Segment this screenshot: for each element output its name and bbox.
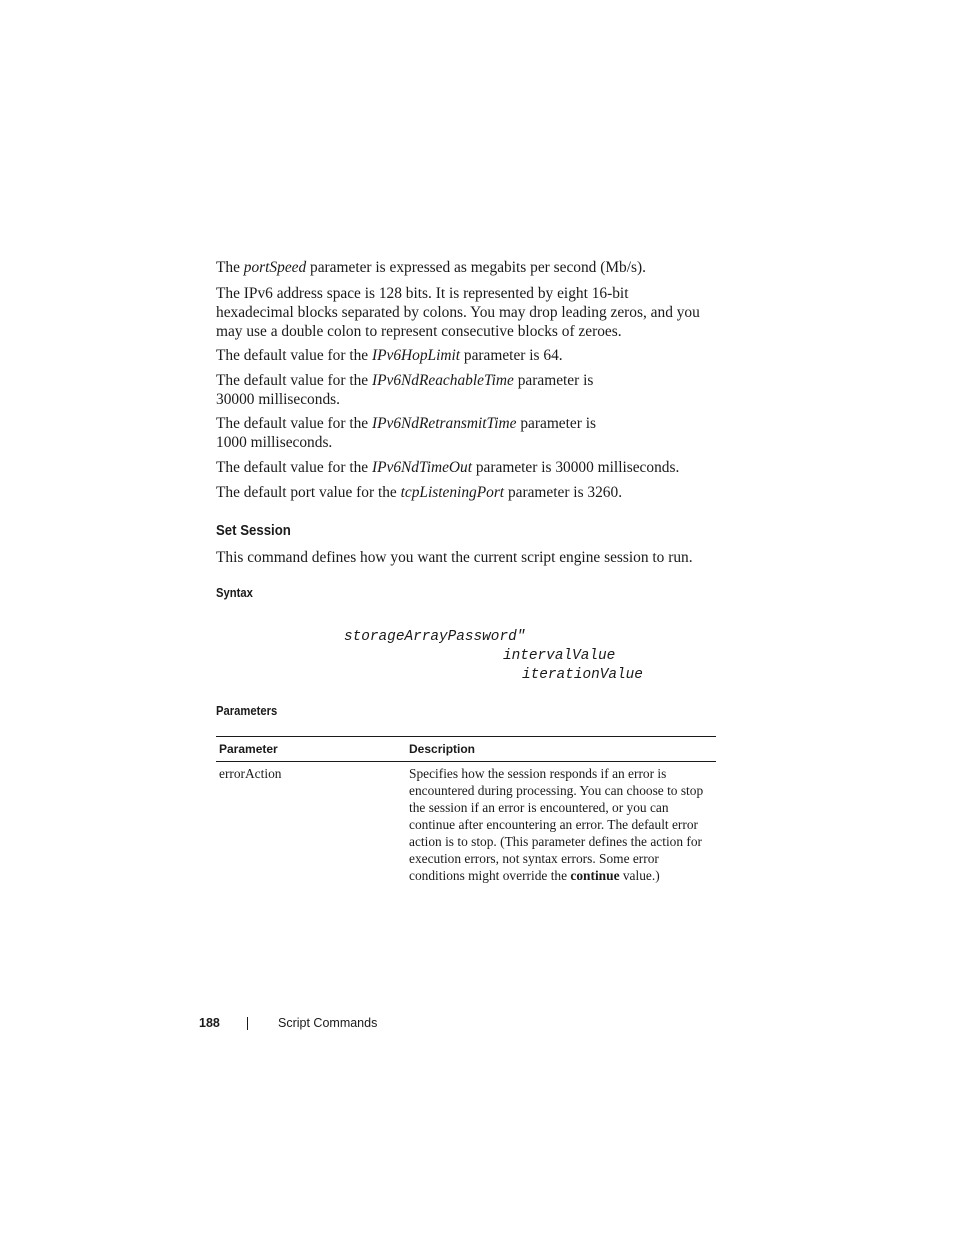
footer-section-name: Script Commands [278,1016,378,1030]
column-header-parameter: Parameter [216,737,406,762]
table-header-row [216,737,716,762]
parameter-description: Specifies how the session responds if an error is encountered during processing. You can choose to stop the session if an error is encountered, or you can continue after encountering an error. The default error action is to stop. (This parameter defines the action for execution errors, not syntax errors. Some error conditions might override the continue value.) [409,766,704,883]
page-number: 188 [199,1016,220,1030]
parameters-table [216,736,716,884]
note-ipv6-nd-timeout: The default value for the IPv6NdTimeOut parameter is 30000 milliseconds. [216,459,680,476]
note-tcp-listening-port: The default port value for the tcpListeningPort parameter is 3260. [216,484,623,501]
syntax-line-iteration: iterationValue [522,667,643,683]
column-header-description: Description [406,737,716,762]
section-heading: Set Session [216,522,291,539]
note-portspeed: The portSpeed parameter is expressed as megabits per second (Mb/s). [216,259,646,276]
syntax-line-password: storageArrayPassword" [344,629,526,645]
parameters-heading: Parameters [216,704,278,718]
syntax-heading: Syntax [216,586,253,600]
section-intro: This command defines how you want the current script engine session to run. [216,549,693,566]
parameter-name: errorAction [219,766,282,781]
note-ipv6-nd-retransmit-time: The default value for the IPv6NdRetransmitTime parameter is 1000 milliseconds. [216,415,596,451]
note-ipv6-nd-reachable-time: The default value for the IPv6NdReachableTime parameter is 30000 milliseconds. [216,372,594,408]
note-ipv6-address-space: The IPv6 address space is 128 bits. It is represented by eight 16-bit hexadecimal blocks separated by colons. You may drop leading zeros, and you may use a double colon to represent consecutive blocks of zeroes. [216,285,700,340]
footer-divider [247,1017,248,1030]
syntax-line-interval: intervalValue [503,648,616,664]
note-ipv6-hop-limit: The default value for the IPv6HopLimit parameter is 64. [216,347,563,364]
table-row [216,762,716,885]
